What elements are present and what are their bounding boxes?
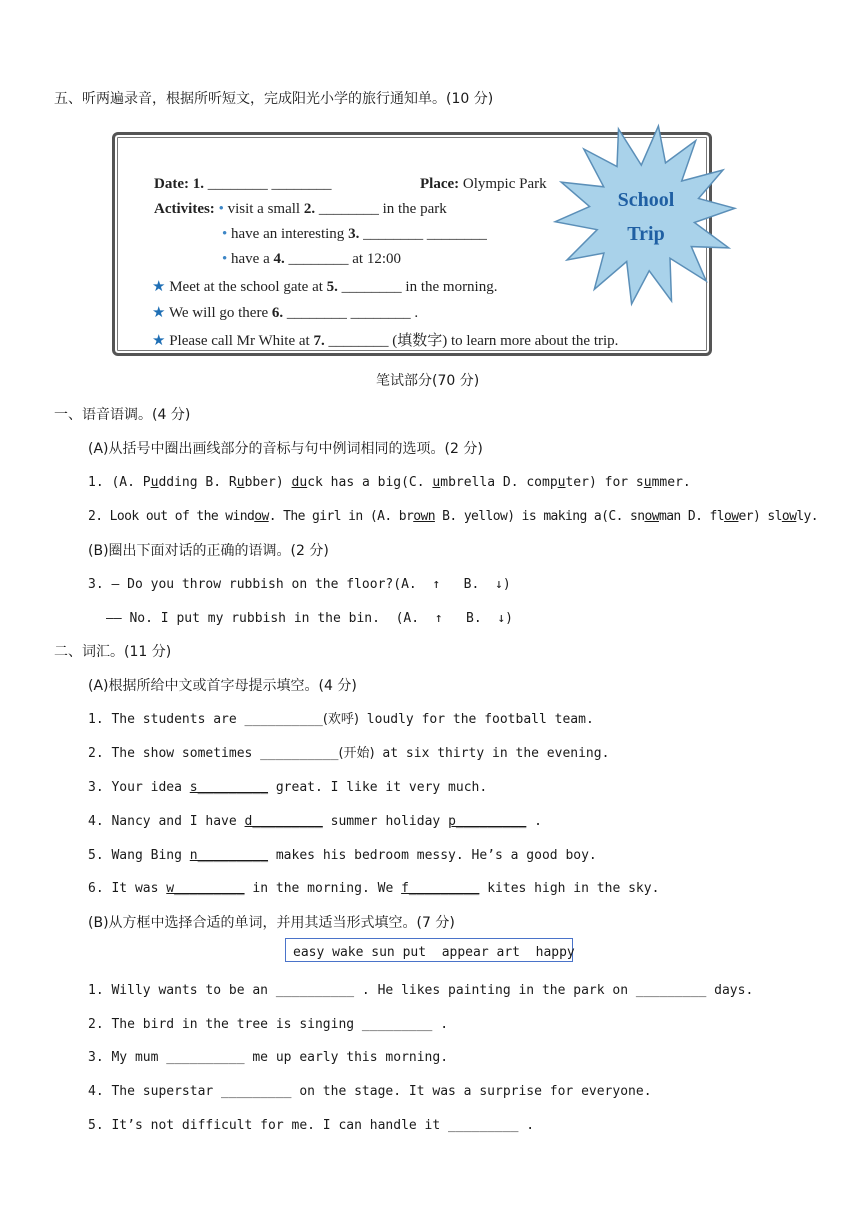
vocab-question-4: 4. Nancy and I have d_________ summer holiday p_________ . <box>88 814 542 829</box>
activity-row-2: • have an interesting 3. ________ ________ <box>222 226 487 242</box>
vocab-question-5: 5. Wang Bing n_________ makes his bedroom messy. He’s a good boy. <box>88 848 597 863</box>
listening-heading: 五、听两遍录音，根据所听短文，完成阳光小学的旅行通知单。(10 分) <box>54 91 494 107</box>
bullet-icon: • <box>218 201 224 217</box>
date-row: Date: 1. ________ ________ <box>154 176 332 192</box>
intonation-question-3a: 3. — Do you throw rubbish on the floor?(A. ↑ B. ↓) <box>88 577 511 592</box>
bullet-icon: • <box>222 251 228 267</box>
star-icon: ★ <box>152 333 166 349</box>
vocab-question-3: 3. Your idea s_________ great. I like it very much. <box>88 780 488 795</box>
bullet-icon: • <box>222 226 228 242</box>
phonics-question-1: 1. (A. Pudding B. Rubber) duck has a big(C. umbrella D. computer) for summer. <box>88 475 691 490</box>
word-bank-text: easy wake sun put appear art happy <box>293 945 575 960</box>
section2-heading: 二、词汇。(11 分) <box>54 644 172 660</box>
section2-partA: (A)根据所给中文或首字母提示填空。(4 分) <box>88 678 357 694</box>
vocab-question-1: 1. The students are __________(欢呼) loudly for the football team. <box>88 712 594 727</box>
word-bank-box <box>285 938 573 962</box>
go-row: ★ We will go there 6. ________ ________ . <box>152 305 419 321</box>
intonation-question-3b: —— No. I put my rubbish in the bin. (A. ↑ B. ↓) <box>106 611 513 626</box>
fill-question-3: 3. My mum __________ me up early this morning. <box>88 1050 449 1065</box>
section1-partB: (B)圈出下面对话的正确的语调。(2 分) <box>88 543 329 559</box>
school-trip-badge-text: School Trip <box>617 189 675 245</box>
fill-question-4: 4. The superstar _________ on the stage. It was a surprise for everyone. <box>88 1084 652 1099</box>
fill-question-2: 2. The bird in the tree is singing _________ . <box>88 1017 449 1032</box>
star-icon: ★ <box>152 305 166 321</box>
phonics-question-2: 2. Look out of the window. The girl in (A. brown B. yellow) is making a(C. snowman D. flower) slowly. <box>88 509 819 524</box>
star-icon: ★ <box>152 279 166 295</box>
fill-question-5: 5. It’s not difficult for me. I can handle it _________ . <box>88 1118 535 1133</box>
section2-partB: (B)从方框中选择合适的单词，并用其适当形式填空。(7 分) <box>88 915 455 931</box>
fill-question-1: 1. Willy wants to be an __________ . He likes painting in the park on _________ days. <box>88 983 754 998</box>
vocab-question-2: 2. The show sometimes __________(开始) at six thirty in the evening. <box>88 746 610 761</box>
section1-heading: 一、语音语调。(4 分) <box>54 407 191 423</box>
call-row: ★ Please call Mr White at 7. ________ (填数字) to learn more about the trip. <box>152 333 619 349</box>
meet-row: ★ Meet at the school gate at 5. ________ in the morning. <box>152 279 498 295</box>
activity-row-1: Activites: • visit a small 2. ________ in the park <box>154 201 447 217</box>
activity-row-3: • have a 4. ________ at 12:00 <box>222 251 401 267</box>
section1-partA: (A)从括号中圈出画线部分的音标与句中例词相同的选项。(2 分) <box>88 441 483 457</box>
written-part-title: 笔试部分(70 分) <box>376 373 480 389</box>
place-row: Place: Olympic Park <box>420 176 547 192</box>
vocab-question-6: 6. It was w_________ in the morning. We f_________ kites high in the sky. <box>88 881 660 896</box>
